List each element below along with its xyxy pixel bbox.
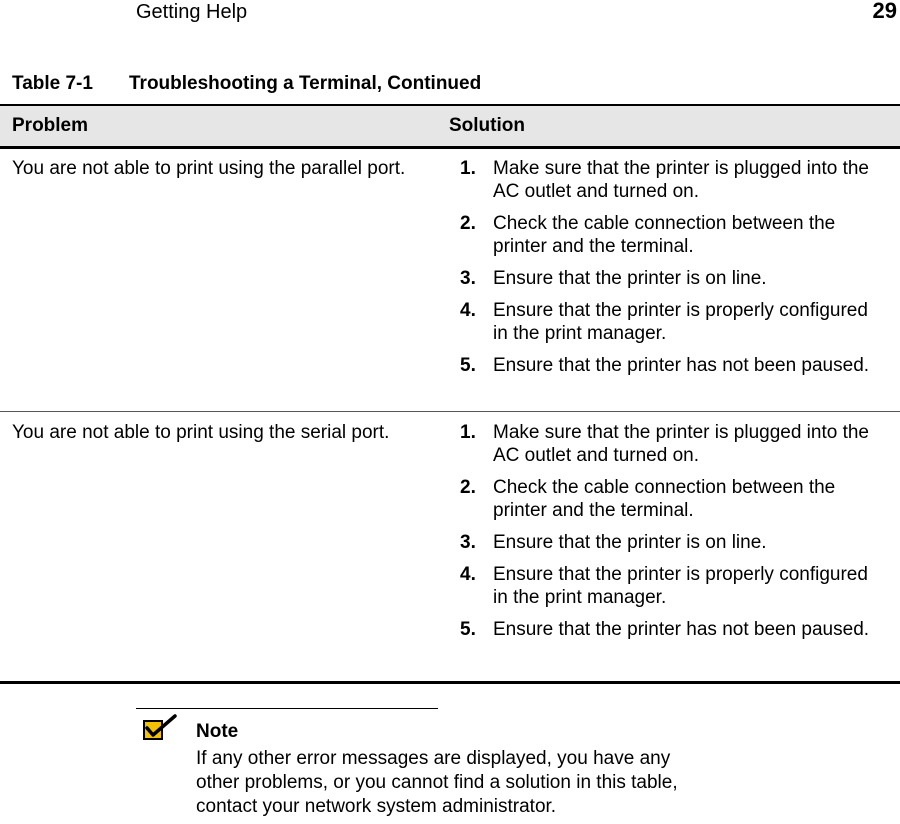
solution-step <box>460 157 880 203</box>
step-text: Check the cable connection between the printer and the terminal. <box>493 213 836 257</box>
step-text: Ensure that the printer is on line. <box>493 532 767 553</box>
step-text: Check the cable connection between the printer and the terminal. <box>493 477 836 521</box>
table-caption-title: Troubleshooting a Terminal, Continued <box>129 73 482 94</box>
step-number: 1. <box>460 422 476 443</box>
problem-cell: You are not able to print using the serial port. <box>12 422 390 443</box>
table-bottom-rule <box>0 681 900 684</box>
solution-step <box>460 212 880 258</box>
column-header-problem: Problem <box>12 115 89 136</box>
running-head: Getting Help <box>136 1 248 23</box>
checkmark-icon <box>142 713 178 741</box>
solution-steps <box>460 421 880 650</box>
solution-step <box>460 299 880 345</box>
table-caption-number: Table 7-1 <box>12 73 93 94</box>
step-text: Make sure that the printer is plugged into the AC outlet and turned on. <box>493 158 870 202</box>
step-text: Ensure that the printer has not been paused. <box>493 355 870 376</box>
solution-step <box>460 354 880 377</box>
page-number: 29 <box>872 0 897 23</box>
solution-step <box>460 563 880 609</box>
step-number: 2. <box>460 477 476 498</box>
step-text: Ensure that the printer is properly configured in the print manager. <box>493 300 868 344</box>
step-number: 5. <box>460 355 476 376</box>
step-number: 1. <box>460 158 476 179</box>
table-header <box>0 106 900 146</box>
step-number: 2. <box>460 213 476 234</box>
column-header-solution: Solution <box>449 115 525 136</box>
step-number: 4. <box>460 564 476 585</box>
solution-steps <box>460 157 880 386</box>
step-text: Make sure that the printer is plugged into the AC outlet and turned on. <box>493 422 870 466</box>
note-rule <box>136 708 438 709</box>
note-label: Note <box>196 721 239 742</box>
step-text: Ensure that the printer is on line. <box>493 268 767 289</box>
row-divider <box>0 411 900 412</box>
solution-step <box>460 476 880 522</box>
step-number: 4. <box>460 300 476 321</box>
step-number: 3. <box>460 532 476 553</box>
step-number: 5. <box>460 619 476 640</box>
note-text: If any other error messages are displayed, you have any other problems, or you cannot find a solution in this table, contact your network system administrator. <box>196 748 678 817</box>
table-row <box>0 413 900 681</box>
step-text: Ensure that the printer has not been paused. <box>493 619 870 640</box>
table-row <box>0 149 900 411</box>
solution-step <box>460 267 880 290</box>
solution-step <box>460 421 880 467</box>
table-caption <box>12 73 481 95</box>
solution-step <box>460 618 880 641</box>
problem-cell: You are not able to print using the parallel port. <box>12 158 406 179</box>
step-text: Ensure that the printer is properly configured in the print manager. <box>493 564 868 608</box>
solution-step <box>460 531 880 554</box>
step-number: 3. <box>460 268 476 289</box>
